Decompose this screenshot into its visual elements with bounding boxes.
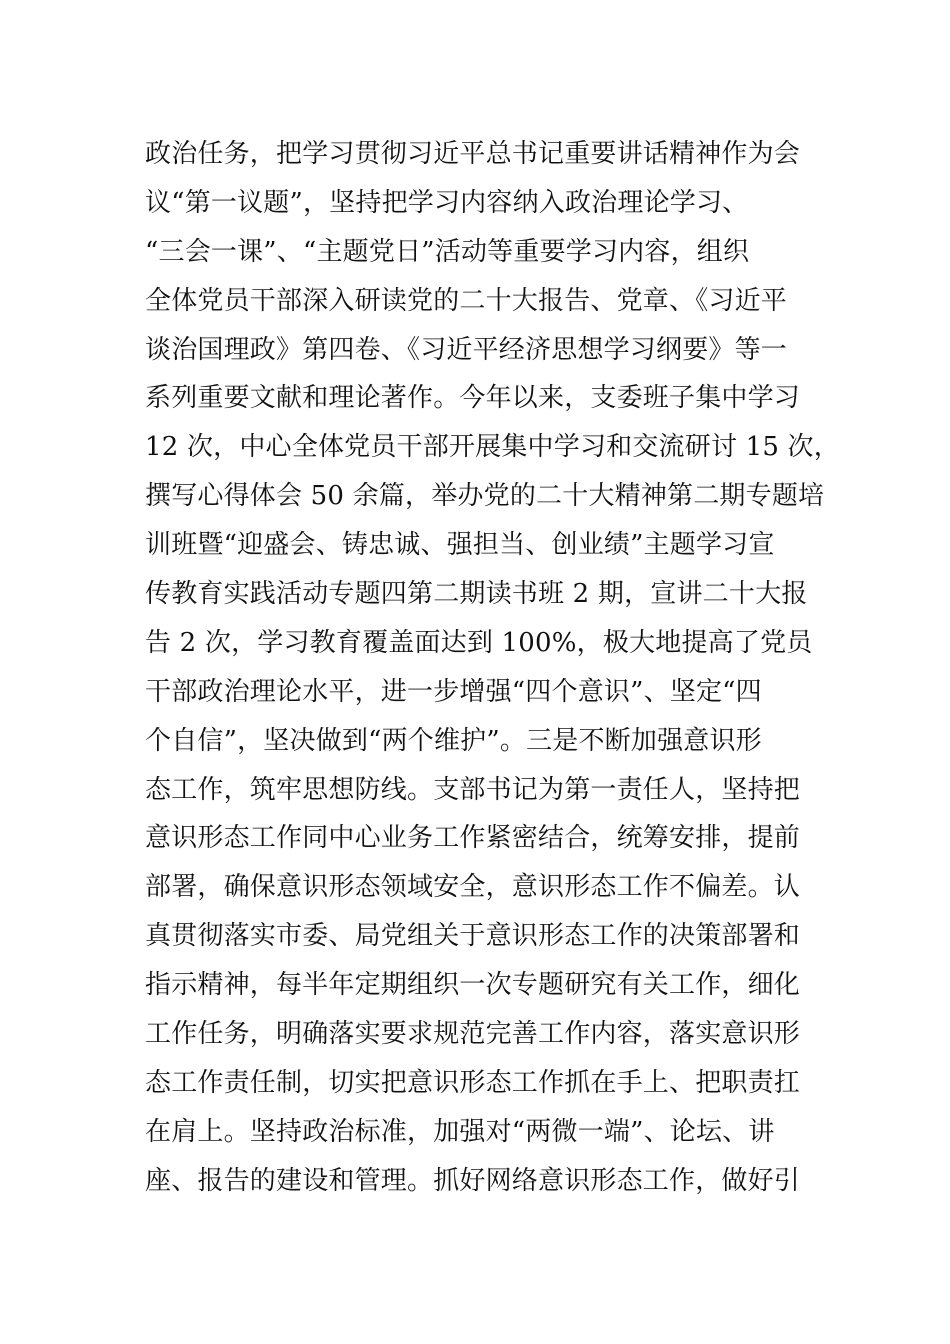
text-line: 工作任务，明确落实要求规范完善工作内容，落实意识形 xyxy=(145,1019,801,1050)
text-line: 告 2 次，学习教育覆盖面达到 100%，极大地提高了党员 xyxy=(145,627,813,658)
text-line: 真贯彻落实市委、局党组关于意识形态工作的决策部署和 xyxy=(145,921,801,952)
text-line: 在肩上。坚持政治标准，加强对“两微一端”、论坛、讲 xyxy=(145,1116,775,1147)
text-line: 意识形态工作同中心业务工作紧密结合，统筹安排，提前 xyxy=(145,823,801,854)
text-line: 政治任务，把学习贯彻习近平总书记重要讲话精神作为会 xyxy=(145,139,801,169)
text-line: 个自信”，坚决做到“两个维护”。三是不断加强意识形 xyxy=(145,725,762,756)
text-line: 干部政治理论水平，进一步增强“四个意识”、坚定“四 xyxy=(145,676,762,707)
text-line: 撰写心得体会 50 余篇，举办党的二十大精神第二期专题培 xyxy=(145,481,825,512)
text-line: 全体党员干部深入研读党的二十大报告、党章、《习近平 xyxy=(145,285,788,316)
text-line: 训班暨“迎盛会、铸忠诚、强担当、创业绩”主题学习宣 xyxy=(145,530,775,561)
text-line: 部署，确保意识形态领域安全，意识形态工作不偏差。认 xyxy=(145,872,801,903)
text-line: 指示精神，每半年定期组织一次专题研究有关工作，细化 xyxy=(145,970,801,1001)
text-line: 12 次，中心全体党员干部开展集中学习和交流研讨 15 次， xyxy=(145,432,840,463)
text-line: 传教育实践活动专题四第二期读书班 2 期，宣讲二十大报 xyxy=(145,579,808,610)
text-line: 态工作，筑牢思想防线。支部书记为第一责任人，坚持把 xyxy=(145,774,801,805)
text-line: 座、报告的建设和管理。抓好网络意识形态工作，做好引 xyxy=(145,1165,801,1196)
text-line: 态工作责任制，切实把意识形态工作抓在手上、把职责扛 xyxy=(145,1067,801,1098)
text-line: 系列重要文献和理论著作。今年以来，支委班子集中学习 xyxy=(145,383,801,414)
text-line: 谈治国理政》第四卷、《习近平经济思想学习纲要》等一 xyxy=(145,334,788,365)
body-text xyxy=(145,130,840,1206)
text-line: “三会一课”、“主题党日”活动等重要学习内容，组织 xyxy=(145,236,750,267)
text-line: 议“第一议题”，坚持把学习内容纳入政治理论学习、 xyxy=(145,187,749,218)
